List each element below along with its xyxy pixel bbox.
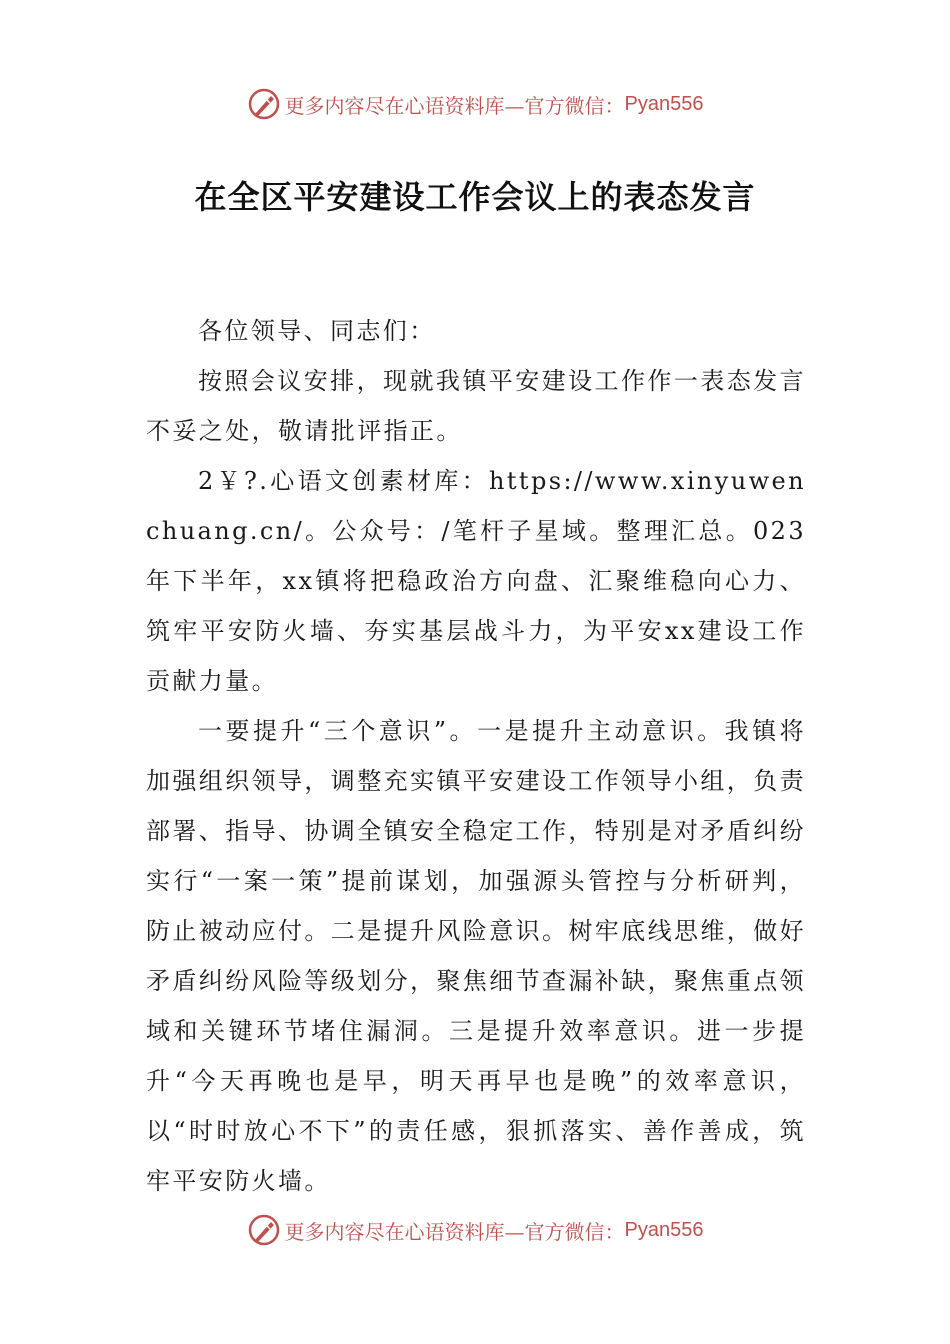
- header-wechat-id: Pyan556: [624, 92, 704, 115]
- salutation: 各位领导、同志们：: [198, 317, 436, 345]
- body-paragraph: 一要提升“三个意识”。一是提升主动意识。我镇将加强组织领导，调整充实镇平安建设工作领导小组，负责部署、指导、协调全镇安全稳定工作，特别是对矛盾纠纷实行“一案一策”提前谋划，加强源头管控与分析研判，防止被动应付。二是提升风险意识。树牢底线思维，做好矛盾纠纷风险等级划分，聚焦细节查漏补缺，聚焦重点领域和关键环节堵住漏洞。三是提升效率意识。进一步提升“今天再晚也是早，明天再早也是晚”的效率意识，以“时时放心不下”的责任感，狠抓落实、善作善成，筑牢平安防火墙。: [146, 717, 806, 1195]
- pen-logo-icon: [247, 87, 281, 121]
- body-paragraph: 按照会议安排，现就我镇平安建设工作作一表态发言不妥之处，敬请批评指正。: [146, 367, 806, 445]
- header-banner: [0, 84, 950, 124]
- body-paragraph: 2￥?.心语文创素材库：https://www.xinyuwenchuang.cn/。公众号：/笔杆子星域。整理汇总。023年下半年，xx镇将把稳政治方向盘、汇聚维稳向心力、筑牢平安防火墙、夯实基层战斗力，为平安xx建设工作贡献力量。: [146, 467, 806, 695]
- footer-slogan: 更多内容尽在心语资料库—官方微信：: [284, 1219, 625, 1244]
- document-body: [146, 306, 806, 1206]
- document-title: 在全区平安建设工作会议上的表态发言: [194, 178, 756, 216]
- header-slogan: 更多内容尽在心语资料库—官方微信：: [284, 93, 625, 118]
- pen-logo-icon: [247, 1213, 281, 1247]
- footer-banner: [0, 1210, 950, 1250]
- footer-wechat-id: Pyan556: [624, 1218, 704, 1241]
